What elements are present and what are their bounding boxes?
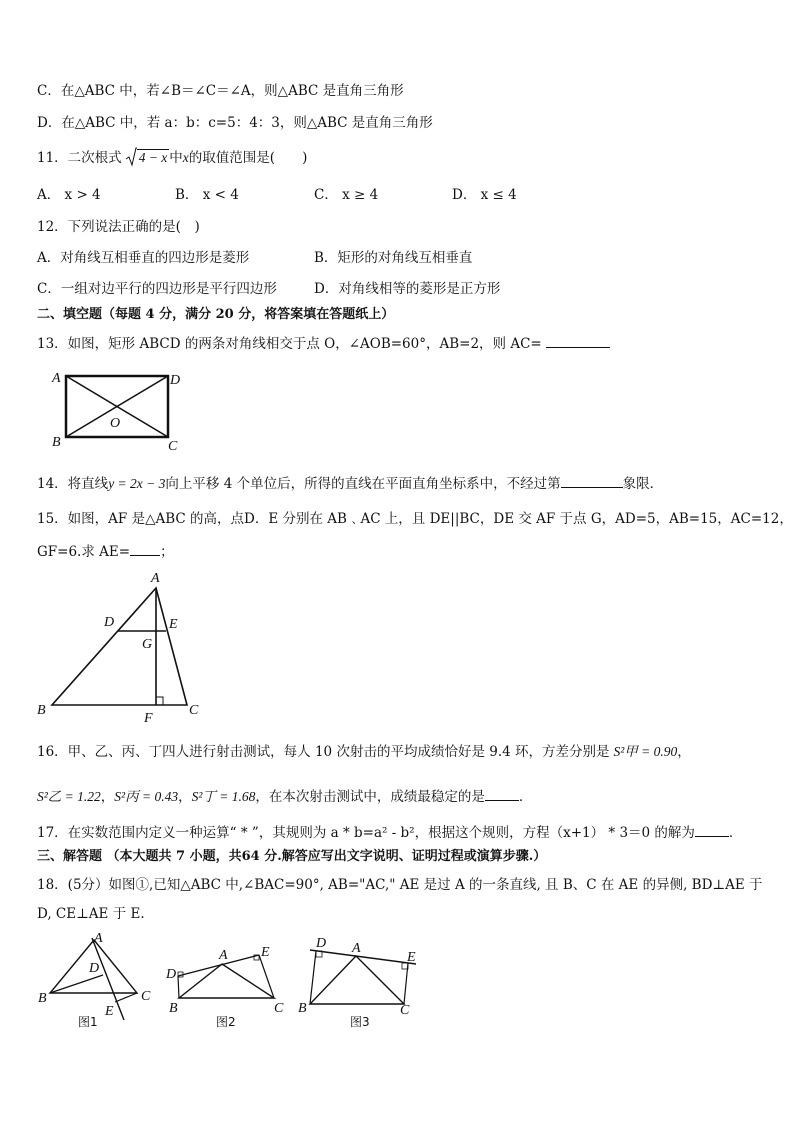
- question-17-text: 17．在实数范围内定义一种运算“ * ”，其规则为 a * b=a² - b²，根据这个规则，方程（x+1） * 3＝0 的解为: [37, 825, 695, 841]
- triangle-abc: [310, 956, 404, 1004]
- label-o: O: [110, 416, 121, 431]
- question-14-suffix: 象限．: [622, 476, 664, 492]
- label-a: A: [151, 571, 160, 586]
- caption-fig3: 图3: [350, 1015, 370, 1029]
- segment-bd: [310, 951, 316, 1004]
- question-11: [37, 149, 307, 167]
- right-angle-mark: [156, 697, 163, 705]
- question-16-line2: S²乙 = 1.22，S²丙 = 0.43，S²丁 = 1.68，在本次射击测试中，成绩最稳定的是 ．: [37, 786, 532, 806]
- answer-blank: [485, 786, 519, 801]
- question-15-suffix: ；: [160, 544, 174, 560]
- rectangle-figure: [40, 364, 192, 454]
- variance-bing: S²丙 = 0.43: [114, 789, 179, 804]
- question-12-option-c: C．一组对边平行的四边形是平行四边形: [37, 281, 277, 297]
- question-15-line2: [37, 541, 174, 561]
- question-11-prefix: 11．二次根式: [37, 150, 122, 166]
- question-14-prefix: 14．将直线: [37, 476, 109, 492]
- label-b: B: [169, 1001, 178, 1016]
- question-10-option-d: D．在△ABC 中，若 a：b：c=5：4：3，则△ABC 是直角三角形: [37, 115, 433, 131]
- question-10-option-c: C．在△ABC 中，若∠B＝∠C＝∠A，则△ABC 是直角三角形: [37, 83, 404, 99]
- figure-2: [164, 940, 294, 1032]
- triangle-figure-q15: [34, 568, 210, 726]
- label-b: B: [38, 991, 47, 1006]
- label-f: F: [144, 711, 153, 726]
- label-d: D: [89, 961, 100, 976]
- label-c: C: [168, 439, 178, 454]
- answer-blank: [695, 822, 729, 837]
- label-d: D: [166, 967, 177, 982]
- question-11-suffix: 的取值范围是( ): [188, 150, 308, 166]
- question-15-text: GF=6.求 AE=: [37, 544, 131, 560]
- line-equation: y = 2x − 3: [108, 476, 166, 491]
- segment-ce: [115, 993, 137, 1002]
- section-2-heading: 二、填空题（每题 4 分，满分 20 分，将答案填在答题纸上）: [37, 307, 395, 322]
- sqrt-expression: [125, 149, 170, 167]
- label-b: B: [52, 435, 61, 450]
- question-15-line1: 15．如图，AF 是△ABC 的高，点D．E 分别在 AB﹑AC 上，且 DE||BC，DE 交 AF 于点 G，AD=5，AB=15，AC=12，: [37, 511, 793, 527]
- label-c: C: [400, 1003, 410, 1018]
- figure-3: [294, 932, 426, 1032]
- label-e: E: [261, 945, 270, 960]
- label-b: B: [37, 703, 46, 718]
- caption-fig2: 图2: [216, 1015, 236, 1029]
- question-12: 12．下列说法正确的是( ): [37, 219, 200, 235]
- label-e: E: [407, 950, 416, 965]
- triangle-abc: [179, 964, 274, 998]
- question-11-option-a: A． x > 4: [37, 187, 101, 203]
- answer-blank: [130, 541, 160, 556]
- label-a: A: [219, 948, 228, 963]
- question-11-option-d: D． x ≤ 4: [452, 187, 517, 203]
- label-c: C: [189, 703, 199, 718]
- label-c: C: [274, 1001, 284, 1016]
- label-e: E: [169, 617, 178, 632]
- answer-blank: [561, 473, 623, 488]
- figure-1: [34, 930, 164, 1030]
- question-16-text-2: ，在本次射击测试中，成绩最稳定的是: [255, 789, 485, 805]
- question-13: [37, 333, 610, 353]
- question-16-text: 16．甲、乙、丙、丁四人进行射击测试，每人 10 次射击的平均成绩恰好是 9.4 环，方差分别是: [37, 744, 610, 760]
- question-11-var: x: [182, 150, 189, 165]
- label-g: G: [142, 637, 153, 652]
- line-de: [310, 950, 416, 964]
- segment-ce: [259, 955, 274, 998]
- label-d: D: [104, 615, 115, 630]
- question-12-option-d: D．对角线相等的菱形是正方形: [314, 281, 501, 297]
- label-b: B: [298, 1001, 307, 1016]
- radical-sign-icon: [125, 147, 137, 167]
- answer-blank: [546, 333, 610, 348]
- label-d: D: [170, 373, 181, 388]
- question-11-option-b: B． x < 4: [175, 187, 239, 203]
- label-a: A: [352, 941, 361, 956]
- label-c: C: [141, 989, 151, 1004]
- question-17: 17．在实数范围内定义一种运算“ * ”，其规则为 a * b=a² - b²，根据这个规则，方程（x+1） * 3＝0 的解为 ．: [37, 822, 742, 842]
- question-13-text: 13．如图，矩形 ABCD 的两条对角线相交于点 O，∠AOB=60°，AB=2，则 AC=: [37, 336, 542, 352]
- section-3-heading: 三、解答题 （本大题共 7 小题，共64 分.解答应写出文字说明、证明过程或演算步骤.）: [37, 849, 547, 864]
- question-11-mid: 中: [169, 150, 183, 166]
- question-16-line1: 16．甲、乙、丙、丁四人进行射击测试，每人 10 次射击的平均成绩恰好是 9.4 环，方差分别是 S²甲 = 0.90，: [37, 744, 691, 760]
- question-12-option-b: B．矩形的对角线互相垂直: [314, 250, 473, 266]
- variance-ding: S²丁 = 1.68: [191, 789, 256, 804]
- caption-fig1: 图1: [78, 1015, 98, 1029]
- label-d: D: [316, 936, 327, 951]
- triangle-abc: [52, 588, 187, 705]
- variance-jia: S²甲 = 0.90: [613, 744, 678, 759]
- segment-bd: [178, 976, 179, 998]
- question-18-line1: 18．(5分）如图①,已知△ABC 中,∠BAC=90°, AB="AC," AE 是过 A 的一条直线, 且 B、C 在 AE 的异侧, BD⊥AE 于: [37, 877, 763, 893]
- label-a: A: [52, 371, 61, 386]
- question-18-line2: D, CE⊥AE 于 E.: [37, 906, 145, 922]
- question-14-text: 向上平移 4 个单位后，所得的直线在平面直角坐标系中，不经过第: [165, 476, 561, 492]
- question-12-option-a: A．对角线互相垂直的四边形是菱形: [37, 250, 250, 266]
- radicand: 4 − x: [138, 150, 168, 165]
- label-a: A: [94, 931, 103, 946]
- label-e: E: [105, 1004, 114, 1019]
- variance-yi: S²乙 = 1.22: [37, 789, 101, 804]
- question-14: [37, 473, 663, 493]
- question-11-option-c: C． x ≥ 4: [314, 187, 379, 203]
